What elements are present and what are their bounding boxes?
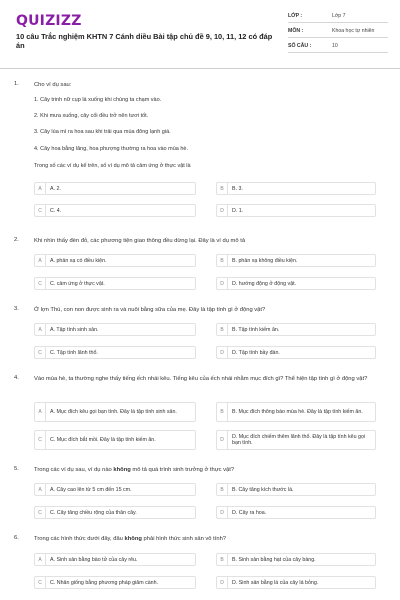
question-number: 2. (14, 237, 19, 243)
question-line: 4. Cây hoa bằng lăng, hoa phượng thường ra hoa vào mùa hè. (34, 146, 189, 152)
quizizz-logo: QUIZIZZ (16, 13, 82, 29)
option-letter: D (217, 347, 228, 358)
option-letter: D (217, 205, 228, 216)
option-c[interactable] (34, 430, 196, 450)
option-text: A. Sinh sản bằng bào tử của cây rêu. (50, 556, 138, 563)
option-text: D. Sinh sản bằng lá của cây lá bỏng. (232, 579, 319, 586)
option-text: C. Nhân giống bằng phương pháp giâm cành. (50, 579, 159, 586)
option-text: A. Cây cao lên từ 5 cm đến 15 cm. (50, 486, 132, 493)
option-c[interactable] (34, 346, 196, 359)
option-text: A. phản xạ có điều kiện. (50, 257, 107, 264)
option-letter: B (217, 554, 228, 565)
option-letter: D (217, 278, 228, 289)
option-letter: B (217, 324, 228, 335)
prompt-emphasis: không (124, 536, 142, 542)
option-letter: B (217, 484, 228, 495)
question-number: 6. (14, 535, 19, 541)
question-line: Trong số các ví dụ kể trên, số ví dụ mô tả cảm ứng ở thực vật là (34, 163, 191, 169)
question-prompt: Vào mùa hè, ta thường nghe thấy tiếng ếch nhái kêu. Tiếng kêu của ếch nhái nhằm mục đích gì? Thể hiện tập tính gì ở động vật? (34, 376, 368, 382)
option-c[interactable] (34, 277, 196, 290)
option-text: D. Cây ra hoa. (232, 509, 267, 516)
option-text: B. Cây tăng kích thước lá. (232, 486, 294, 493)
option-letter: C (35, 431, 46, 449)
option-letter: A (35, 403, 46, 421)
option-b[interactable] (216, 402, 376, 422)
option-letter: B (217, 183, 228, 194)
question-number: 3. (14, 306, 19, 312)
option-a[interactable] (34, 402, 196, 422)
option-text: B. phản xạ không điều kiện. (232, 257, 298, 264)
option-letter: C (35, 347, 46, 358)
option-text: D. Mục đích chiếm thêm lãnh thổ. Đây là tập tính kêu gọi bạn tình. (232, 434, 366, 446)
option-letter: A (35, 324, 46, 335)
meta-key: LỚP : (288, 13, 303, 19)
option-b[interactable] (216, 323, 376, 336)
question-line: 2. Khi mưa xuống, cây cối đều trở nên tươi tốt. (34, 113, 149, 119)
question-line: 3. Cây lúa mì ra hoa sau khi trải qua mùa đông lạnh giá. (34, 129, 171, 135)
option-letter: B (217, 255, 228, 266)
option-a[interactable] (34, 323, 196, 336)
option-text: A. Mục đích kêu gọi bạn tình. Đây là tập tính sinh sản. (50, 409, 177, 415)
question-number: 5. (14, 466, 19, 472)
option-text: C. Cây tăng chiều rộng của thân cây. (50, 509, 137, 516)
option-b[interactable] (216, 553, 376, 566)
option-d[interactable] (216, 204, 376, 217)
worksheet-meta (288, 10, 388, 55)
option-letter: A (35, 484, 46, 495)
option-text: C. 4. (50, 207, 62, 214)
option-d[interactable] (216, 506, 376, 519)
option-b[interactable] (216, 483, 376, 496)
prompt-part: Trong các hình thức dưới đây, đâu (34, 536, 125, 542)
option-text: A. 2. (50, 185, 61, 192)
meta-row-count (288, 40, 388, 53)
meta-row-subject (288, 25, 388, 38)
question-prompt (34, 466, 374, 474)
option-a[interactable] (34, 182, 196, 195)
option-letter: C (35, 278, 46, 289)
meta-row-class (288, 10, 388, 23)
option-a[interactable] (34, 483, 196, 496)
option-c[interactable] (34, 576, 196, 589)
option-letter: C (35, 507, 46, 518)
question-line: 1. Cây trinh nữ cụp lá xuống khi chúng ta chạm vào. (34, 97, 162, 103)
option-c[interactable] (34, 204, 196, 217)
option-text: D. 1. (232, 207, 244, 214)
option-letter: A (35, 183, 46, 194)
question-number: 1. (14, 81, 19, 87)
option-letter: D (217, 431, 228, 449)
meta-value: Lớp 7 (332, 13, 346, 19)
option-letter: A (35, 255, 46, 266)
option-text: C. cảm ứng ở thực vật. (50, 280, 105, 287)
prompt-part: mô tả quá trình sinh trưởng ở thực vật? (130, 467, 235, 473)
worksheet-title: 10 câu Trắc nghiệm KHTN 7 Cánh diều Bài tập chủ đề 9, 10, 11, 12 có đáp án (16, 32, 273, 50)
option-text: B. Tập tính kiếm ăn. (232, 326, 280, 333)
question-prompt (34, 535, 374, 543)
option-letter: B (217, 403, 228, 421)
option-text: C. Tập tính lãnh thổ. (50, 349, 98, 356)
option-b[interactable] (216, 182, 376, 195)
option-b[interactable] (216, 254, 376, 267)
option-d[interactable] (216, 430, 376, 450)
option-text: D. Tập tính bầy đàn. (232, 349, 280, 356)
prompt-emphasis: không (113, 467, 131, 473)
prompt-part: Trong các ví dụ sau, ví dụ nào (34, 467, 114, 473)
option-text: B. Mục đích thông báo mùa hè. Đây là tập tính kiếm ăn. (232, 409, 363, 415)
option-letter: D (217, 577, 228, 588)
prompt-part: phải hình thức sinh sản vô tính? (141, 536, 227, 542)
worksheet-header (0, 0, 400, 64)
option-text: C. Mục đích bắt mồi. Đây là tập tính kiếm ăn. (50, 437, 156, 443)
option-letter: A (35, 554, 46, 565)
question-prompt: Khi nhìn thấy đèn đỏ, các phương tiện giao thông đều dừng lại. Đây là ví dụ mô tả (34, 238, 246, 244)
question-number: 4. (14, 375, 19, 381)
option-text: B. Sinh sản bằng hạt của cây bàng. (232, 556, 316, 563)
option-letter: C (35, 577, 46, 588)
option-a[interactable] (34, 254, 196, 267)
meta-key: SỐ CÂU : (288, 43, 312, 49)
question-prompt: Cho ví dụ sau: (34, 82, 72, 88)
option-d[interactable] (216, 576, 376, 589)
option-letter: C (35, 205, 46, 216)
option-text: B. 3. (232, 185, 243, 192)
option-a[interactable] (34, 553, 196, 566)
option-d[interactable] (216, 277, 376, 290)
meta-key: MÔN : (288, 28, 304, 34)
question-prompt: Ở lợn Thú, con non được sinh ra và nuôi bằng sữa của mẹ. Đây là tập tính gì ở động vật? (34, 307, 266, 313)
option-letter: D (217, 507, 228, 518)
meta-value: 10 (332, 43, 338, 49)
option-d[interactable] (216, 346, 376, 359)
meta-value: Khoa học tự nhiên (332, 28, 375, 34)
header-divider (0, 68, 400, 69)
option-text: D. hướng động ở động vật. (232, 280, 297, 287)
option-text: A. Tập tính sinh sản. (50, 326, 99, 333)
option-c[interactable] (34, 506, 196, 519)
